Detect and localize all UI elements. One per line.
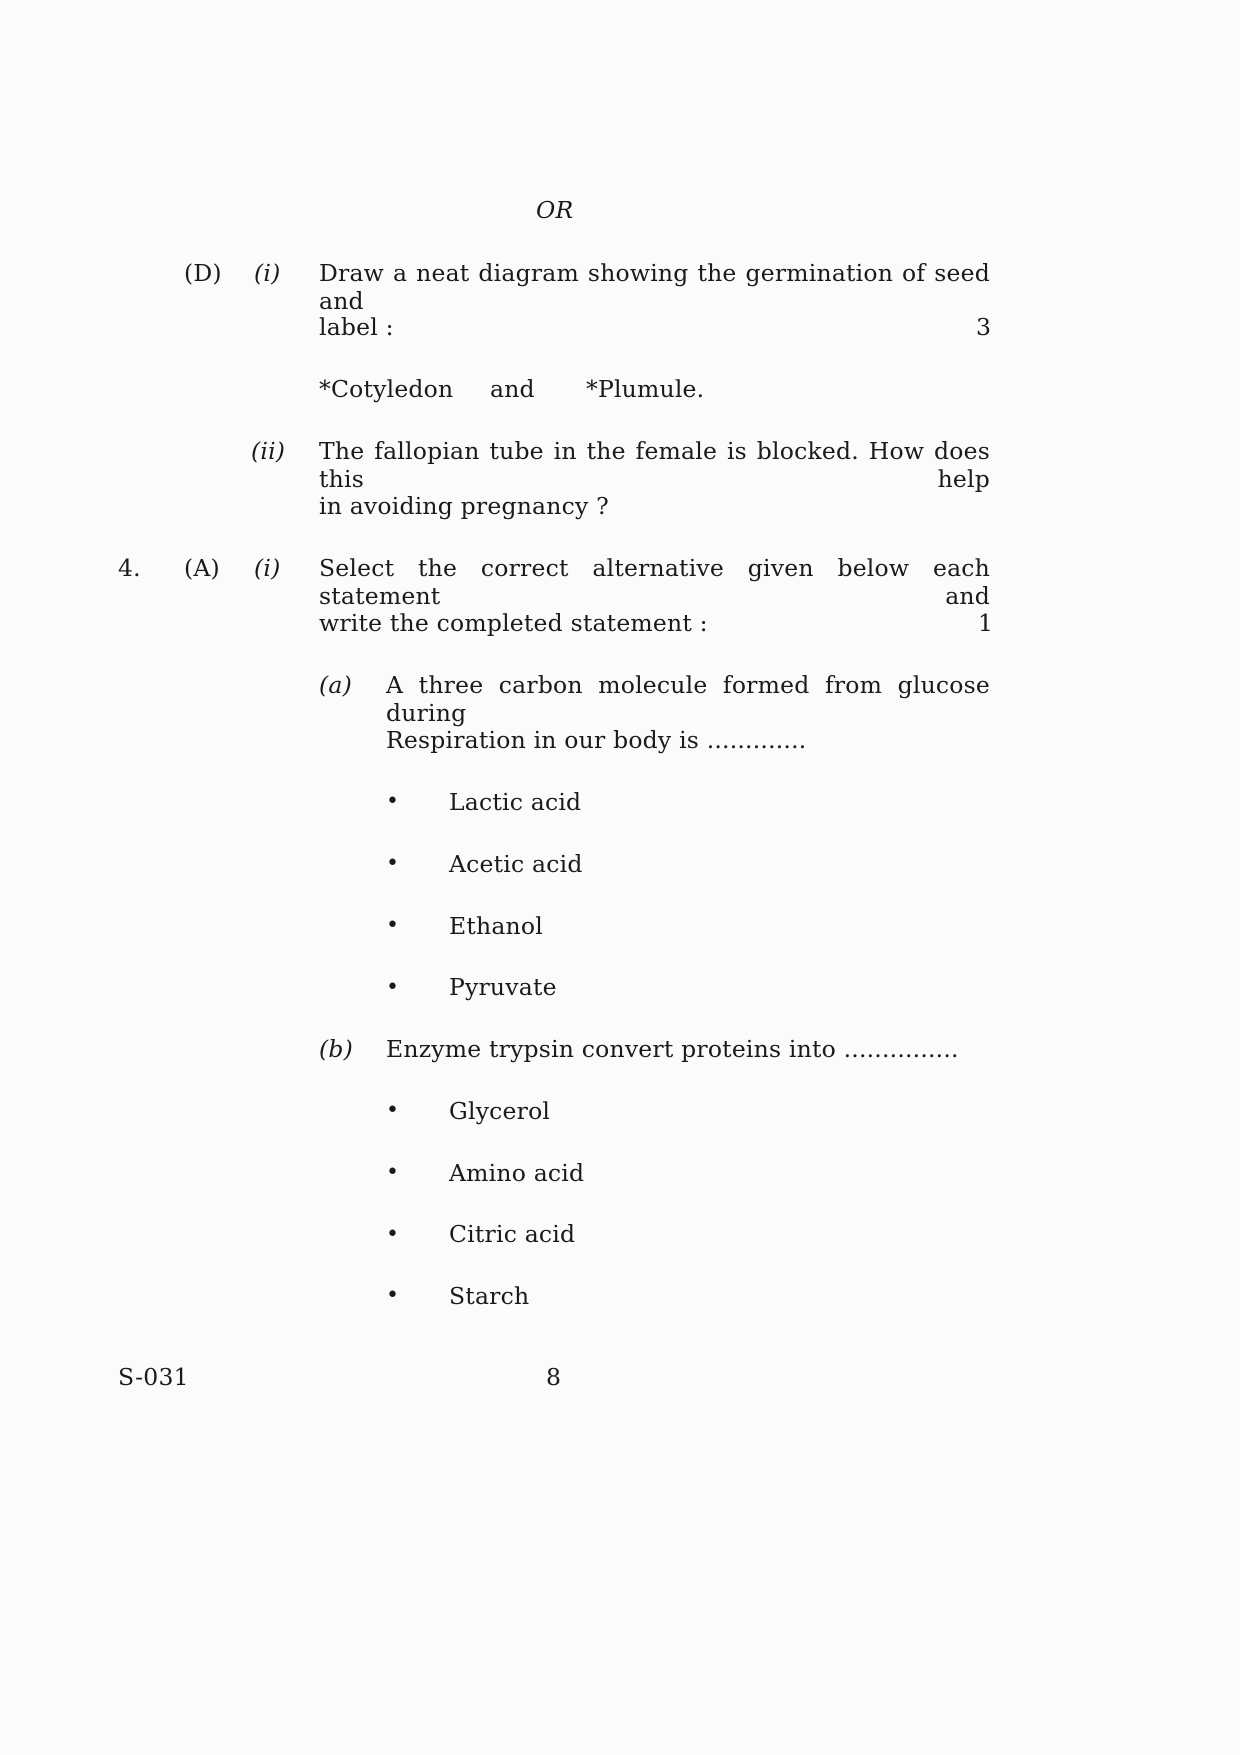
bullet-icon: • <box>386 913 400 938</box>
label-cotyledon: *Cotyledon <box>319 375 454 403</box>
footer-paper-code: S-031 <box>118 1363 189 1391</box>
q4-a-option: Acetic acid <box>449 850 583 878</box>
bullet-icon: • <box>386 1160 400 1185</box>
bullet-icon: • <box>386 1098 400 1123</box>
q4-a-line1: A three carbon molecule formed from glucose during <box>386 671 990 727</box>
bullet-icon: • <box>386 1283 400 1308</box>
section-d-part-i-line1: Draw a neat diagram showing the germination of seed and <box>319 259 990 315</box>
q4-marks: 1 <box>978 609 994 637</box>
q4-instruction-line2: write the completed statement : <box>319 609 708 637</box>
section-d-part-ii-line1: The fallopian tube in the female is blocked. How does this help <box>319 437 990 493</box>
q4-a-option: Lactic acid <box>449 788 582 816</box>
q4-b-option: Citric acid <box>449 1220 576 1248</box>
section-d-part-ii-line2: in avoiding pregnancy ? <box>319 492 609 520</box>
q4-b-option: Amino acid <box>449 1159 585 1187</box>
q4-a-option: Ethanol <box>449 912 543 940</box>
section-d-part-ii-label: (ii) <box>251 437 286 465</box>
or-heading: OR <box>536 196 574 224</box>
bullet-icon: • <box>386 789 400 814</box>
q4-section-label: (A) <box>184 554 220 582</box>
label-plumule: *Plumule. <box>586 375 705 403</box>
bullet-icon: • <box>386 975 400 1000</box>
q4-b-label: (b) <box>319 1035 353 1063</box>
section-d-part-i-line2: label : <box>319 313 394 341</box>
q4-instruction-line1: Select the correct alternative given below each statement and <box>319 554 990 610</box>
q4-b-option: Starch <box>449 1282 530 1310</box>
footer-page-number: 8 <box>546 1363 562 1391</box>
q4-b-option: Glycerol <box>449 1097 551 1125</box>
section-d-part-i-label: (i) <box>254 259 281 287</box>
bullet-icon: • <box>386 851 400 876</box>
q4-a-option: Pyruvate <box>449 973 557 1001</box>
label-and: and <box>490 375 535 403</box>
bullet-icon: • <box>386 1222 400 1247</box>
section-d-part-i-marks: 3 <box>976 313 992 341</box>
question-number: 4. <box>118 554 141 582</box>
q4-a-line2: Respiration in our body is ............. <box>386 726 807 754</box>
section-d-label: (D) <box>184 259 222 287</box>
q4-a-label: (a) <box>319 671 352 699</box>
q4-b-line1: Enzyme trypsin convert proteins into ............... <box>386 1035 959 1063</box>
q4-part-i-label: (i) <box>254 554 281 582</box>
